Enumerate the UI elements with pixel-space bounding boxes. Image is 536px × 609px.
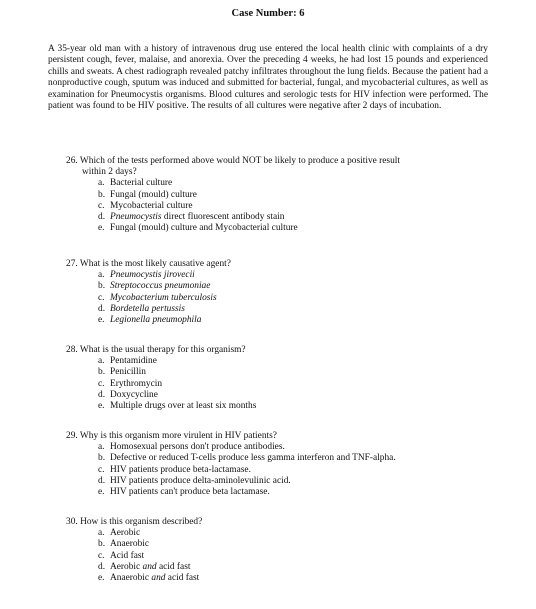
question-stem (66, 345, 466, 356)
answer-option-c: c. Acid fast (98, 550, 145, 561)
question-26 (66, 156, 466, 234)
answer-option-b: b. Fungal (mould) culture (98, 189, 197, 200)
question-number: 30. (66, 517, 78, 527)
answer-option-a: a. Pneumocystis jirovecii (98, 270, 195, 281)
answer-options (66, 528, 466, 584)
answer-option-b: b. Streptococcus pneumoniae (98, 281, 211, 292)
answer-option-b: b. Anaerobic (98, 539, 150, 550)
question-text: How is this organism described? (80, 517, 203, 527)
question-stem (66, 517, 466, 528)
answer-option-c: c. HIV patients produce beta-lactamase. (98, 464, 251, 475)
question-stem (66, 156, 466, 178)
answer-option-d: d. Pneumocystis direct fluorescent antibody stain (98, 212, 285, 223)
answer-options (66, 356, 466, 412)
answer-options (66, 442, 506, 498)
question-number: 27. (66, 259, 78, 269)
answer-option-e: e. Legionella pneumophila (98, 315, 202, 326)
question-number: 28. (66, 345, 78, 355)
answer-option-a: a. Aerobic (98, 528, 141, 539)
question-27 (66, 259, 466, 326)
question-30 (66, 517, 466, 584)
answer-option-e: e. Fungal (mould) culture and Mycobacterial culture (98, 223, 298, 234)
answer-option-c: c. Mycobacterium tuberculosis (98, 292, 217, 303)
answer-option-a: a. Homosexual persons don't produce antibodies. (98, 442, 285, 453)
answer-option-b: b. Penicillin (98, 367, 146, 378)
question-text: Why is this organism more virulent in HIV patients? (79, 431, 277, 441)
answer-option-c: c. Mycobacterial culture (98, 200, 193, 211)
answer-option-d: d. Doxycycline (98, 389, 158, 400)
question-text: Which of the tests performed above would NOT be likely to produce a positive result (79, 156, 400, 166)
question-text: What is the usual therapy for this organism? (79, 345, 246, 355)
answer-option-d: d. HIV patients produce delta-aminolevulinic acid. (98, 475, 291, 486)
answer-option-e: e. HIV patients can't produce beta lactamase. (98, 487, 270, 498)
question-text-continued: within 2 days? (82, 167, 137, 178)
answer-option-e: e. Anaerobic and acid fast (98, 573, 200, 584)
question-stem (66, 431, 506, 442)
answer-options (66, 178, 466, 234)
answer-option-a: a. Pentamidine (98, 356, 157, 367)
answer-option-d: d. Aerobic and acid fast (98, 561, 191, 572)
question-number: 26. (66, 156, 78, 166)
answer-option-c: c. Erythromycin (98, 378, 163, 389)
question-28 (66, 345, 466, 412)
question-number: 29. (66, 431, 78, 441)
question-29 (66, 431, 506, 498)
question-text: What is the most likely causative agent? (79, 259, 231, 269)
answer-option-e: e. Multiple drugs over at least six months (98, 401, 257, 412)
question-stem (66, 259, 466, 270)
answer-option-a: a. Bacterial culture (98, 178, 173, 189)
answer-option-b: b. Defective or reduced T-cells produce less gamma interferon and TNF-alpha. (98, 453, 396, 464)
answer-option-d: d. Bordetella pertussis (98, 303, 185, 314)
answer-options (66, 270, 466, 326)
case-number-heading: Case Number: 6 (231, 8, 305, 19)
case-description-paragraph: A 35-year old man with a history of intravenous drug use entered the local health clinic with complaints of a dry persistent cough, fever, malaise, and anorexia. Over the preceding 4 weeks, he had lost 15 pounds and experienced chills and sweats. A chest radiograph revealed patchy infiltrates throughout the lung fields. Because the patient had a nonproductive cough, sputum was induced and submitted for bacterial, fungal, and mycobacterial cultures, as well as examination for Pneumocystis organisms. Blood cultures and serologic tests for HIV infection were performed. The patient was found to be HIV positive. The results of all cultures were negative after 2 days of incubation. (48, 44, 488, 112)
